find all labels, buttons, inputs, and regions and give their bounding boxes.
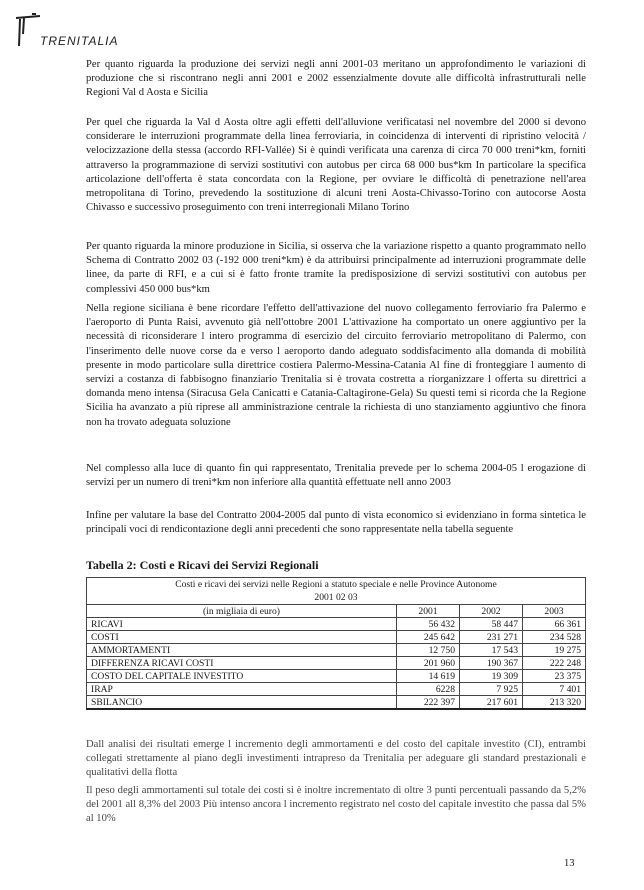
paragraph-intro: Per quanto riguarda la produzione dei servizi negli anni 2001-03 meritano un approfondimento le variazioni di produzione che si riscontrano negli anni 2001 e 2002 essenzialmente dovute alle difficoltà infrastrutturali nelle Regioni Val d Aosta e Sicilia bbox=[86, 59, 586, 99]
cell-value: 201 960 bbox=[397, 657, 460, 670]
cell-value: 66 361 bbox=[523, 618, 586, 631]
cell-value: 14 619 bbox=[397, 670, 460, 683]
cell-value: 17 543 bbox=[460, 644, 523, 657]
row-label: COSTI bbox=[87, 631, 397, 644]
cell-value: 213 320 bbox=[523, 696, 586, 710]
cell-value: 217 601 bbox=[460, 696, 523, 710]
row-label: IRAP bbox=[87, 683, 397, 696]
table-row bbox=[87, 631, 586, 644]
table-header-title: Costi e ricavi dei servizi nelle Regioni a statuto speciale e nelle Province Autonome bbox=[175, 579, 497, 590]
table-row bbox=[87, 618, 586, 631]
paragraph-analysis: Dall analisi dei risultati emerge l incremento degli ammortamenti e del costo del capitale investito (CI), entrambi collegati strettamente al piano degli investimenti intrapreso da Trenitalia per adeguare gli standard prestazionali e qualitativi della flotta bbox=[86, 739, 586, 779]
costs-revenues-table bbox=[86, 577, 586, 710]
row-label: RICAVI bbox=[87, 618, 397, 631]
cell-value: 12 750 bbox=[397, 644, 460, 657]
paragraph-sicilia: Per quanto riguarda la minore produzione in Sicilia, si osserva che la variazione rispetto a quanto programmato nello Schema di Contratto 2002 03 (-192 000 treni*km) è da attribuirsi principalmente ad interruzioni programmate delle linee, da parte di RFI, e a cui si è fatto fronte tramite la predisposizione di servizi sostitutivi con autobus per complessivi 450 000 bus*km bbox=[86, 241, 586, 295]
table-header bbox=[87, 578, 586, 605]
cell-value: 58 447 bbox=[460, 618, 523, 631]
cell-value: 234 528 bbox=[523, 631, 586, 644]
paragraph-table-intro: Infine per valutare la base del Contratto 2004-2005 dal punto di vista economico si evidenziano in forma sintetica le principali voci di rendicontazione degli anni precedenti che sono rappresentate nella tabella seguente bbox=[86, 510, 586, 536]
table-caption: Tabella 2: Costi e Ricavi dei Servizi Regionali bbox=[86, 558, 319, 572]
cell-value: 7 401 bbox=[523, 683, 586, 696]
cell-value: 56 432 bbox=[397, 618, 460, 631]
cell-value: 19 309 bbox=[460, 670, 523, 683]
year-header: 2001 bbox=[397, 605, 460, 618]
logo-wordmark: TRENITALIA bbox=[40, 34, 119, 48]
table-row bbox=[87, 657, 586, 670]
table-row bbox=[87, 683, 586, 696]
table-column-headers bbox=[87, 605, 586, 618]
cell-value: 19 275 bbox=[523, 644, 586, 657]
row-label: AMMORTAMENTI bbox=[87, 644, 397, 657]
cell-value: 6228 bbox=[397, 683, 460, 696]
paragraph-palermo-airport: Nella regione siciliana è bene ricordare l'effetto dell'attivazione del nuovo collegamento ferroviario fra Palermo e l'aeroporto di Punta Raisi, avvenuto già nell'ottobre 2001 L'attivazione ha comportato un onere aggiuntivo per la necessità di riconsiderare l intero programma di esercizio del circuito ferroviario metropolitano di Palermo, con l'inserimento delle nuove corse da e verso l aeroporto dando adeguato soddisfacimento alla domanda di mobilità presente in modo particolare sulla direttrice costiera Palermo-Messina-Catania Al fine di fronteggiare l aumento di servizi a costanza di fabbisogno finanziario Trenitalia si è trovata costretta a riorganizzare l offerta su direttrici a domanda meno intensa (Siracusa Gela Canicatti e Catania-Caltagirone-Gela) Su questi temi si ricorda che la Regione Sicilia ha avanzato a più riprese all amministrazione centrale la richiesta di uno stanziamento aggiuntivo che finora non ha trovato adeguata soluzione bbox=[86, 303, 586, 428]
cell-value: 222 248 bbox=[523, 657, 586, 670]
paragraph-summary: Nel complesso alla luce di quanto fin qui rappresentato, Trenitalia prevede per lo schema 2004-05 l erogazione di servizi per un numero di treni*km non inferiore alla quantità effettuate nell anno 2003 bbox=[86, 463, 586, 489]
table-row bbox=[87, 696, 586, 710]
paragraph-val-d-aosta: Per quel che riguarda la Val d Aosta oltre agli effetti dell'alluvione verificatasi nel novembre del 2000 si devono considerare le interruzioni programmate della linea ferroviaria, in coincidenza di interventi di ripristino velocità / velocizzazione della stessa (accordo RFI-Vallée) Si è quindi verificata una carenza di circa 70 000 treni*km, forniti attraverso la programmazione di servizi sostitutivi con autobus per circa 68 000 bus*km In particolare la specifica articolazione dell'offerta è stata concordata con la Regione, per ovviare le difficoltà di penetrazione nell'area metropolitana di Torino, prevedendo la sostituzione di alcuni treni Aosta-Chivasso-Torino con autocorse Aosta Chivasso e successivo proseguimento con treni interregionali Milano Torino bbox=[86, 117, 586, 214]
cell-value: 7 925 bbox=[460, 683, 523, 696]
paragraph-depreciation: Il peso degli ammortamenti sul totale dei costi si è inoltre incrementato di oltre 3 punti percentuali passando da 5,2% del 2001 all 8,3% del 2003 Più intenso ancora l incremento registrato nel costo del capitale investito che passa dal 5% al 10% bbox=[86, 785, 586, 825]
row-label: COSTO DEL CAPITALE INVESTITO bbox=[87, 670, 397, 683]
cell-value: 190 367 bbox=[460, 657, 523, 670]
cell-value: 231 271 bbox=[460, 631, 523, 644]
table-row bbox=[87, 670, 586, 683]
row-label: DIFFERENZA RICAVI COSTI bbox=[87, 657, 397, 670]
year-header: 2002 bbox=[460, 605, 523, 618]
unit-label: (in migliaia di euro) bbox=[87, 605, 397, 618]
page-number: 13 bbox=[564, 858, 575, 869]
cell-value: 23 375 bbox=[523, 670, 586, 683]
cell-value: 245 642 bbox=[397, 631, 460, 644]
row-label: SBILANCIO bbox=[87, 696, 397, 710]
table-row bbox=[87, 644, 586, 657]
cell-value: 222 397 bbox=[397, 696, 460, 710]
table-header-years: 2001 02 03 bbox=[314, 592, 358, 603]
year-header: 2003 bbox=[523, 605, 586, 618]
